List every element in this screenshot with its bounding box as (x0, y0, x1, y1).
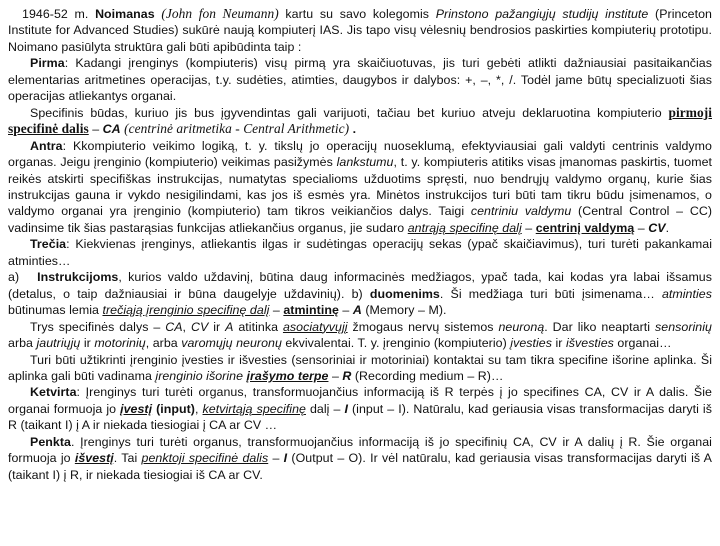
cv-abbrev: CV (190, 319, 209, 334)
text-run: , arba (145, 336, 182, 351)
years-text: 1946-52 m. (22, 7, 89, 21)
motoriniu-text: motorinių (94, 336, 146, 351)
dash: – (338, 303, 353, 318)
neurona-text: neuroną (498, 319, 545, 334)
lankstumu-text: lankstumu (336, 155, 394, 170)
atminties-text: atminties (661, 286, 712, 301)
paragraph-kontaktai (8, 352, 712, 385)
dash: – (328, 368, 343, 383)
atmintine-text: atmintinę (283, 303, 339, 318)
recording-text: (Recording medium – R)… (351, 368, 504, 383)
instrukcijoms-body: , kurios valdo uždavinį, būtina daug informacinės medžiagos, ypač tada, kai kodas yra labai išsamus (detalus, o taip dažniausiai ir būna daugelyje uždavinių). b) (8, 270, 712, 301)
instrukcijoms-body-2: . Ši medžiaga turi būti įsimenama… (439, 286, 662, 301)
text-run: (Output – O). Ir vėl natūralu, kad geriausia visas transformacijas daryti iš A (taikant I) į R, ir niekada tiesiogiai iš CA ar CV. (8, 451, 712, 482)
antra-text-1: : Kkompiuterio veikimo logiką, t. y. tikslų jo operacijų nuoseklumą, efektyviausiai gali valdyti centrinis valdymo organas. Jeigu įrenginio (kompiuterio) veikimas pasižymės (8, 138, 712, 170)
specifinis-text: Specifinis būdas, kuriuo jis bus įgyvendintas gali varijuoti, tačiau bet kuriuo atveju deklaruotina kompiuterio (30, 105, 669, 120)
intro-text-2: (Princeton Institute for Advanced Studies) sukūrė naują kompiuterį IAS. Jis tapo visų vėlesnių bendrosios paskirties kompiuterių prototipu. Noimano pasiūlyta struktūra gali būti apibūdinta taip : (8, 7, 712, 54)
cv-abbrev: CV (648, 220, 666, 235)
antraja-dali-text: antrąją specifinę dalį (407, 220, 522, 235)
r-abbrev: R (342, 368, 352, 383)
sensoriniu-text: sensorinių (655, 319, 712, 334)
text-run: ir (551, 336, 566, 351)
centriniu-valdymu-text: centriniu valdymu (470, 204, 572, 219)
kontaktai-text: Turi būti užtikrinti įrenginio įvesties ir išvesties (sensoriniai ir motoriniai) kontaktai su tam tikra specifine išorine aplinka. Ši aplinka gali būti vadinama (8, 352, 712, 383)
text-run: dalį – (305, 401, 345, 416)
paragraph-trecia (8, 236, 712, 269)
ca-abbrev: CA (102, 122, 121, 137)
text-run: . Dar liko neaptarti (544, 319, 656, 334)
text-run: (input – I). Natūralu, kad geriausia visas transformacijas daryti iš R (taikant I) į A ir niekada tiesiogiai į CA ar CV … (8, 401, 712, 433)
treciaja-dali-text: trečiąją įrenginio specifinę dalį (102, 303, 270, 318)
ivesties-text: įvesties (510, 336, 552, 351)
isorine-text: įrenginio išorine (155, 368, 244, 383)
paragraph-specifinis (8, 105, 712, 138)
pirma-text: : Kadangi įrenginys (kompiuteris) visų pirmą yra skaičiuotuvas, jis turi gebėti atlikti dažniausiai pasitaikančias elementarias aritmetines operacijas, t.y. sudėties, atimties, daugybos ir dalybos: +, –, *, /. Todėl jame būtų specializuoti šias operacijas atliekantys organai. (8, 56, 712, 104)
label-antra: Antra (30, 138, 63, 153)
isvesti-text: išvestį (74, 451, 114, 466)
ivesti-text: įvestį (120, 401, 153, 416)
penktoji-text: penktoji specifinė dalis (141, 451, 269, 466)
text-run: ekvivalentai. T. y. įrenginio (kompiuterio) (281, 336, 511, 351)
instrukcijoms-body-3: būtinumas lemia (8, 303, 103, 318)
text-run: , (182, 319, 191, 334)
irasymo-terpe-text: įrašymo terpe (246, 368, 329, 383)
memory-text: (Memory – M). (361, 303, 447, 318)
dash: – (268, 451, 284, 466)
centrini-valdyma-text: centrinį valdymą (535, 220, 635, 235)
label-trecia: Trečia (30, 237, 67, 252)
pirmoji-dalis-text: pirmoji specifinė dalis (8, 104, 712, 137)
input-text: (input) (156, 401, 195, 416)
antra-text-3: (Central Control – CC) vadinsime tik šias pastarąsias funkcijas atliekančius organus, jie sudaro (8, 204, 712, 235)
text-run: atitinka (233, 319, 283, 334)
intro-text-1: kartu su savo kolegomis (278, 7, 436, 21)
text-run: . Tai (113, 451, 142, 466)
period: . (665, 220, 670, 235)
ca-definition: (centrinė aritmetika - Central Arithmetic) (124, 121, 350, 137)
ca-abbrev: CA (165, 319, 183, 334)
isvesties-text: išvesties (565, 336, 614, 351)
duomenims-text: duomenims (369, 286, 440, 301)
period: . (352, 122, 357, 137)
text-run: ir (208, 319, 226, 334)
a-abbrev: A (225, 319, 234, 334)
varomuju-text: varomųjų neuronų (181, 336, 282, 351)
text-run: ir (80, 336, 95, 351)
i-abbrev: I (344, 401, 348, 416)
text-run: organai… (613, 336, 672, 351)
text-run: Trys specifinės dalys – (30, 319, 166, 334)
ketvirtaja-text: ketvirtąją specifinę (202, 401, 306, 416)
o-abbrev: I (283, 451, 288, 466)
text-run: žmogaus nervų sistemos (347, 319, 499, 334)
jautriuju-text: jautriųjų (36, 336, 81, 351)
list-prefix-a: a) (8, 270, 20, 285)
label-penkta: Penkta (30, 434, 71, 449)
paragraph-intro (8, 6, 712, 55)
paragraph-trys-dalys (8, 319, 712, 352)
penkta-text: . Įrenginys turi turėti organus, transformuojančius informaciją iš jo specifinių CA, CV ir A dalių į R. Šie organai formuoja jo (8, 434, 712, 466)
text-run: arba (8, 336, 37, 351)
instrukcijoms-text: Instrukcijoms (37, 270, 119, 285)
paragraph-instrukcijoms (8, 269, 712, 318)
name-english: (John fon Neumann) (161, 6, 279, 21)
text-run: , (195, 401, 203, 416)
dash: – (88, 122, 103, 137)
dash: – (521, 220, 536, 235)
ketvirta-text: : Įrenginys turi turėti organus, transformuojančius informaciją iš R terpės į jo specifines CA, CV ir A dalis. Šie organai formuoja jo (8, 385, 712, 416)
paragraph-pirma (8, 55, 712, 104)
institute-name: Prinstono pažangiųjų studijų institute (435, 7, 649, 21)
label-pirma: Pirma (30, 56, 65, 71)
dash: – (269, 303, 284, 318)
dash: – (634, 220, 649, 235)
paragraph-penkta (8, 434, 712, 483)
antra-text-2: , t. y. kompiuteris atitiks visas įmanomas paskirtis, tuomet reikės atskirti specifiškas instrukcijas, numatytas specialioms užduotims spręsti, nuo bendrųjų valdymo organų, kurie šias instrukcijas gauna ir vykdo nesigilindami, kas jos iš esmės yra. Minėtos instrukcijos turi būti tam tikru būdu įsimenamos, o valdymo organai yra įrenginio (kompiuterio) tam tikros veikiančios dalys. Taigi (8, 155, 712, 219)
label-ketvirta: Ketvirta (30, 385, 77, 400)
trecia-text: : Kiekvienas įrenginys, atliekantis ilgas ir sudėtingas operacijų sekas (ypač skaičiavimus), turi turėti pakankamai atminties… (8, 237, 712, 268)
name-noimanas: Noimanas (95, 7, 155, 21)
paragraph-ketvirta (8, 384, 712, 433)
paragraph-antra (8, 138, 712, 237)
a-abbrev: A (352, 303, 362, 318)
asociatyvuji-text: asociatyvųjį (282, 319, 348, 334)
